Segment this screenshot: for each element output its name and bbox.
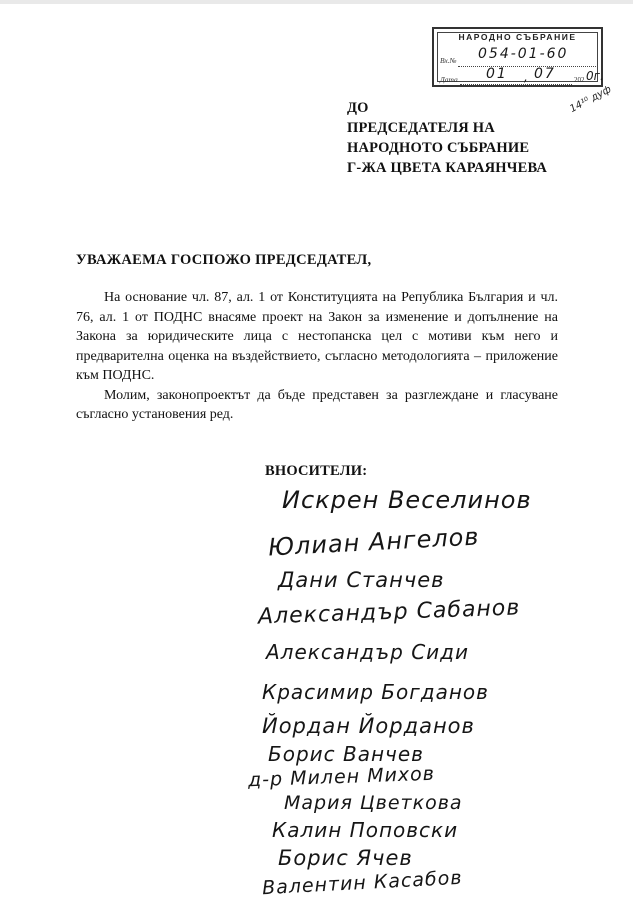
letter-body <box>76 288 558 425</box>
addressee-name: Г-ЖА ЦВЕТА КАРАЯНЧЕВА <box>347 160 548 176</box>
signature: Борис Ячев <box>278 846 413 870</box>
signature: Калин Поповски <box>272 818 459 842</box>
signature: Юлиан Ангелов <box>267 522 481 562</box>
stamp-date-separator: , <box>524 70 528 84</box>
stamp-date-label: Дата <box>440 75 458 84</box>
signature: Борис Ванчев <box>268 742 424 766</box>
signature: Валентин Касабов <box>261 866 464 900</box>
signature: д-р Милен Михов <box>247 762 436 792</box>
addressee-title: ПРЕДСЕДАТЕЛЯ НА <box>347 120 495 136</box>
signature: Искрен Веселинов <box>282 486 532 514</box>
body-paragraph: На основание чл. 87, ал. 1 от Конституцията на Република България и чл. 76, ал. 1 от ПОДНС внасяме проект на Закон за изменение и допълнение на Закона за юридическите лица с нестопанска цел с мотиви към него и предварителна оценка на въздействието, съгласно методологията – приложение към ПОДНС. <box>76 290 558 383</box>
addressee-institution: НАРОДНОТО СЪБРАНИЕ <box>347 140 530 156</box>
submitters-label: ВНОСИТЕЛИ: <box>265 463 368 479</box>
stamp-title: НАРОДНО СЪБРАНИЕ <box>458 32 577 42</box>
signature: Александър Сиди <box>266 640 469 664</box>
signature: Дани Станчев <box>278 568 445 592</box>
stamp-number-line <box>458 66 596 67</box>
body-paragraph: Молим, законопроектът да бъде представен за разглеждане и гласуване съгласно установения ред. <box>76 387 558 422</box>
stamp-date-day: 01 <box>486 66 508 82</box>
stamp-date-line <box>460 84 572 85</box>
handwritten-corner-note: 14¹⁰ дуф <box>568 84 614 115</box>
stamp-date-year-hand: 0г. <box>586 69 604 83</box>
signature: Красимир Богданов <box>262 680 489 704</box>
scan-edge <box>0 0 633 4</box>
signature: Йордан Йорданов <box>262 714 475 738</box>
stamp-number-value: 054-01-60 <box>478 46 569 62</box>
addressee-to: ДО <box>347 100 369 116</box>
stamp-number-label: Вх.№ <box>440 56 457 65</box>
salutation: УВАЖАЕМА ГОСПОЖО ПРЕДСЕДАТЕЛ, <box>76 252 372 268</box>
stamp-date-year: 202 <box>574 76 585 84</box>
addressee-block <box>347 98 547 178</box>
stamp-date-month: 07 <box>534 66 556 82</box>
registration-stamp <box>432 27 603 87</box>
signature: Мария Цветкова <box>284 792 463 814</box>
signature: Александър Сабанов <box>257 595 521 630</box>
